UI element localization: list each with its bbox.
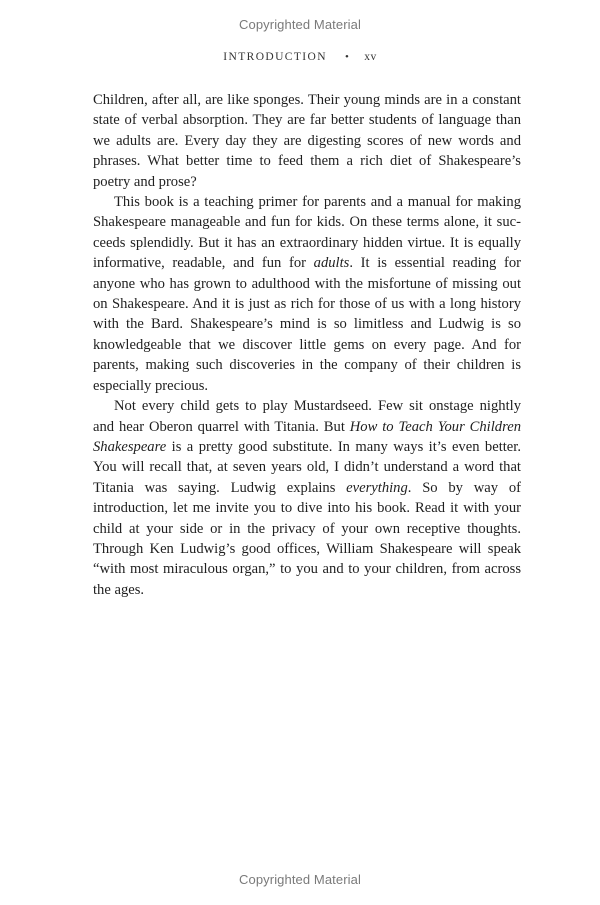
paragraph-text: Not every child gets to play Mustardseed. Few sit onstage nightly and hear Oberon quarrel with Titania. But xyxy=(93,398,521,435)
watermark-top: Copyrighted Material xyxy=(239,17,361,32)
running-head xyxy=(0,51,600,63)
emphasis-everything: everything xyxy=(346,479,408,496)
paragraph-text: is a pretty good substitute. In many ways it’s even better. You will recall that, at seven years old, I didn’t understand a word that Titania was saying. Ludwig explains xyxy=(93,438,521,496)
watermark-bottom: Copyrighted Material xyxy=(239,872,361,887)
paragraph-text: . So by way of introduction, let me invite you to dive into his book. Read it with your child at your side or in the privacy of your own receptive thoughts. Through Ken Ludwig’s good offices, William Shakespeare will speak “with most miraculous organ,” to you and to your children, from across the ages. xyxy=(93,479,521,598)
separator-bullet: • xyxy=(344,51,351,63)
paragraph-1 xyxy=(93,90,521,192)
paragraph-2 xyxy=(93,192,521,396)
body-text xyxy=(93,90,521,600)
emphasis-adults: adults xyxy=(313,255,350,272)
paragraph-text: . It is essential reading for anyone who has grown to adulthood with the misfortune of missing out on Shakespeare. And it is just as rich for those of us with a long history with the Bard. Shakespeare’s mind is so limitless and Ludwig is so knowledgeable that we discover little gems on every page. And for parents, making such discoveries in the company of their children is especially precious. xyxy=(93,255,521,394)
book-title: How to Teach Your Children Shakespeare xyxy=(93,418,521,455)
paragraph-text: Children, after all, are like sponges. Their young minds are in a constant state of verbal absorption. They are far better students of language than we adults are. Every day they are digesting scores of new words and phrases. What better time to feed them a rich diet of Shakespeare’s poetry and prose? xyxy=(93,92,521,190)
paragraph-3 xyxy=(93,396,521,600)
page-number: xv xyxy=(364,51,377,63)
paragraph-text: This book is a teaching primer for parents and a manual for making Shakespeare manageable and fun for kids. On these terms alone, it succeeds splendidly. But it has an extraordinary hidden virtue. It is equally informative, readable, and fun for xyxy=(93,194,521,272)
chapter-title: INTRODUCTION xyxy=(223,51,327,63)
